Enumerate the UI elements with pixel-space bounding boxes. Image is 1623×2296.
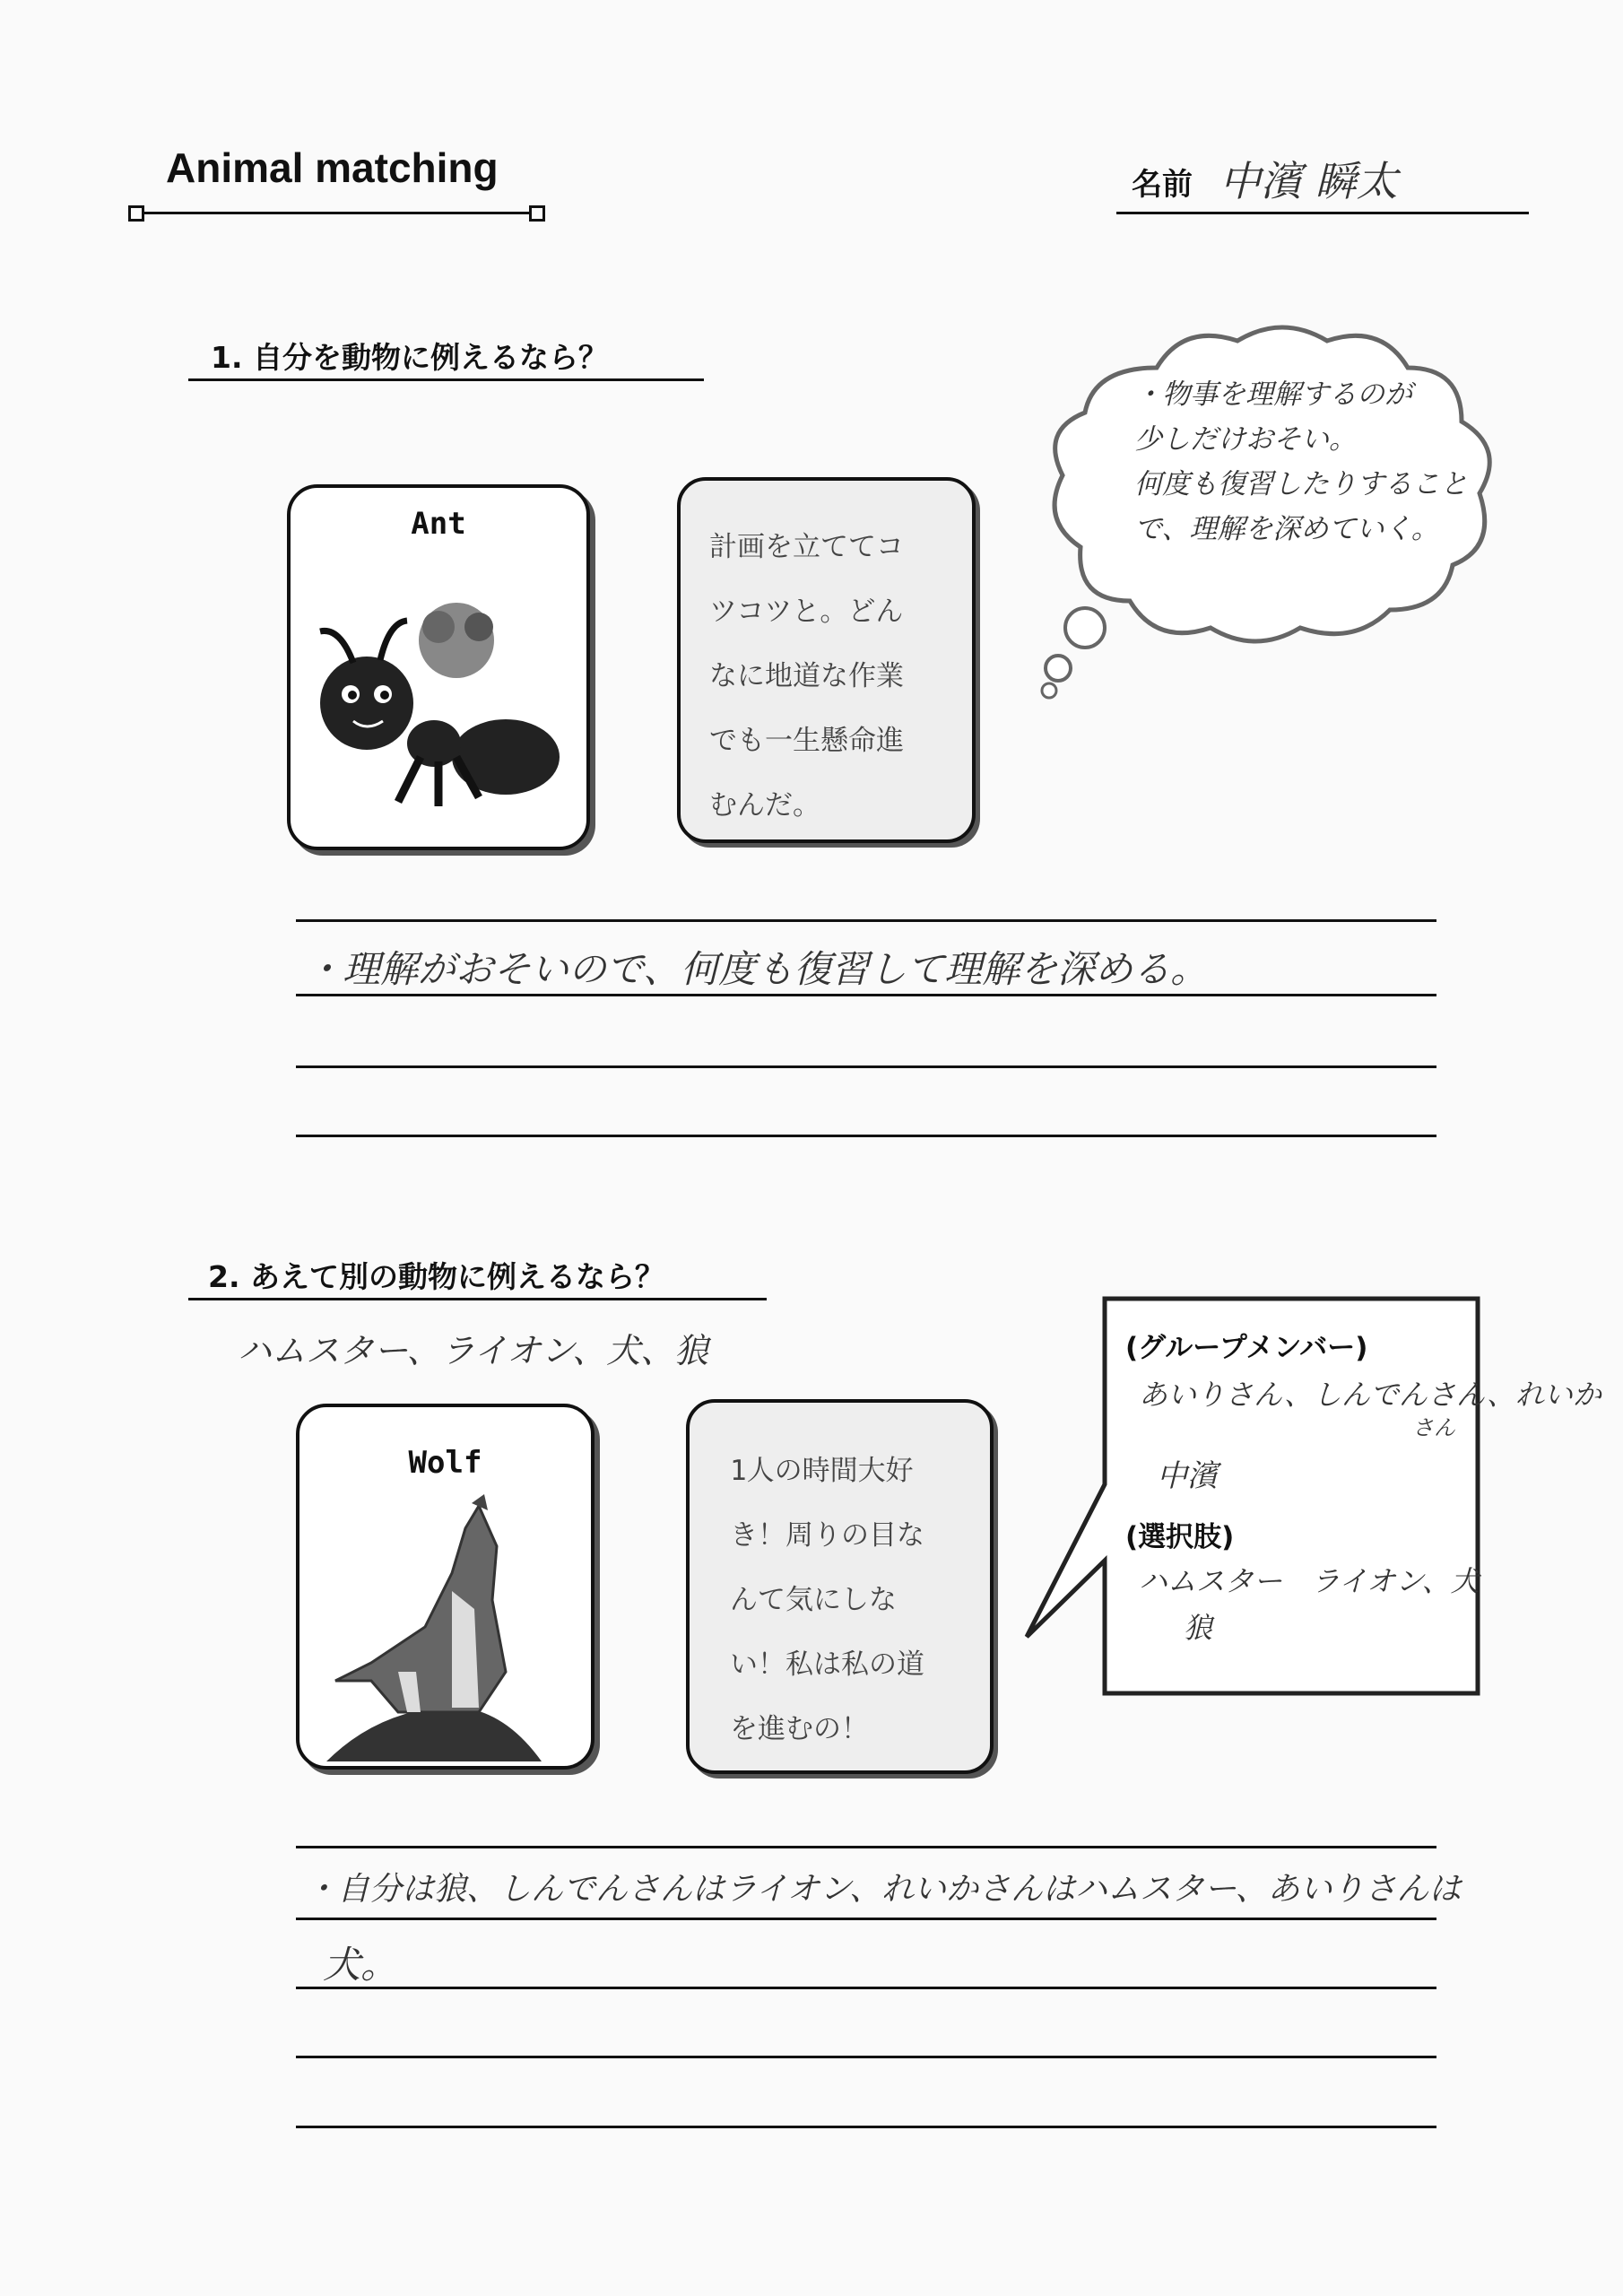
page-title: Animal matching [166,144,499,191]
question-2-underline [188,1298,767,1300]
thought-line: 何度も復習したりすること [1134,468,1468,500]
wolf-illustration [317,1492,577,1761]
answer-1-rule [296,994,1436,996]
answer-2-rule [296,2056,1436,2058]
name-value: 中濱 瞬太 [1219,157,1398,205]
thought-line: で、理解を深めていく。 [1134,513,1439,545]
members-line-continued: さん [1412,1415,1455,1440]
wolf-speech-line: を進むの！ [730,1713,869,1745]
ant-speech-card [677,477,976,843]
question-1-underline [188,378,704,381]
title-underline-right-cap [529,205,545,222]
wolf-speech-line: き！周りの目な [730,1519,924,1552]
title-underline [135,212,538,214]
choices-line: 狼 [1184,1611,1213,1645]
question-1: 1. 自分を動物に例えるなら？ [211,340,608,375]
ant-illustration [313,578,564,820]
choices-line: ハムスター ライオン、犬 [1139,1564,1480,1598]
answer-2-line: ・自分は狼、しんでんさんはライオン、れいかさんはハムスター、あいりさんは [305,1871,1462,1908]
ant-card-label: Ant [411,506,466,542]
answer-2-rule [296,1987,1436,1989]
members-line: あいりさん、しんでんさん、れいか [1139,1378,1601,1412]
thought-line: 少しだけおそい。 [1134,423,1357,456]
wolf-card [296,1404,595,1770]
choices-heading: (選択肢) [1125,1521,1235,1553]
wolf-speech-line: んて気にしな [730,1584,897,1616]
answer-2-rule [296,1846,1436,1848]
answer-1-rule [296,1065,1436,1068]
answer-2-rule [296,1918,1436,1920]
ant-speech-line: でも一生懸命進 [709,725,904,757]
ant-speech-line: ツコツと。どん [709,596,904,628]
answer-1-line: ・理解がおそいので、何度も復習して理解を深める。 [305,947,1209,991]
wolf-speech-line: 1人の時間大好 [730,1455,914,1487]
ant-speech-line: むんだ。 [709,789,820,822]
answer-2-rule [296,2126,1436,2128]
ant-speech-line: 計画を立ててコ [709,531,904,563]
answer-1-rule [296,919,1436,922]
question-2: 2. あえて別の動物に例えるなら？ [208,1259,664,1294]
title-underline-left-cap [128,205,144,222]
name-label: 名前 [1132,167,1193,203]
wolf-speech-card [686,1399,994,1774]
ant-card [287,484,590,850]
members-line: 中濱 [1157,1458,1218,1494]
name-underline [1116,212,1529,214]
members-heading: (グループメンバー) [1125,1332,1368,1364]
answer-1-rule [296,1135,1436,1137]
thought-line: ・物事を理解するのが [1134,378,1412,411]
animal-candidates: ハムスター、ライオン、犬、狼 [238,1331,709,1370]
ant-speech-line: なに地道な作業 [709,660,904,692]
thought-text [1134,372,1468,552]
wolf-card-label: Wolf [408,1445,482,1481]
wolf-speech-line: い！私は私の道 [730,1648,924,1681]
answer-2-line: 犬。 [323,1943,399,1987]
